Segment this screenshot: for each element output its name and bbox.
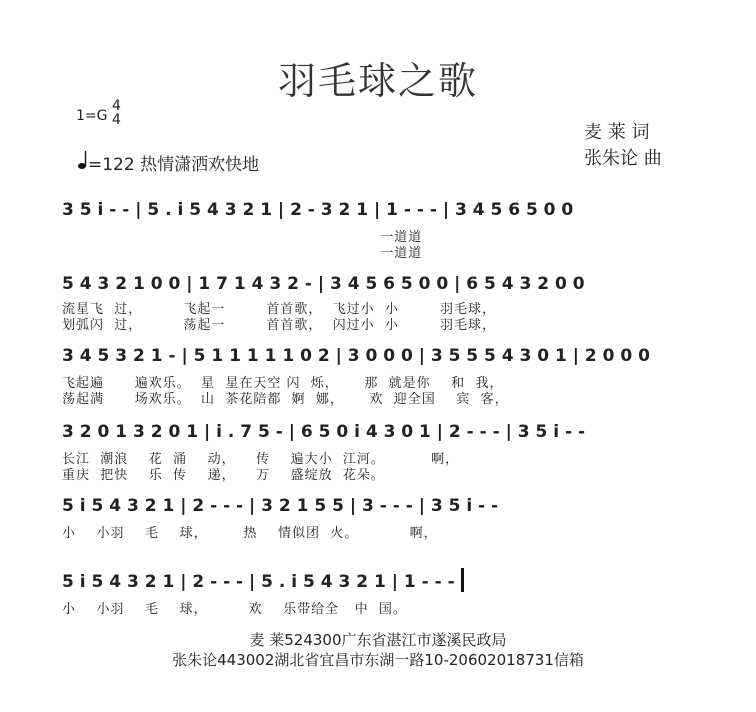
lyric-line: 一道道 <box>62 230 423 245</box>
staff-notes: 5 i 5 4 3 2 1 <box>62 496 175 516</box>
lyric-line: 重庆 把快 乐 传 递， 万 盛绽放 花朵。 <box>62 468 385 483</box>
footer-line: 张朱论443002湖北省宜昌市东湖一路10-20602018731信箱 <box>172 651 584 669</box>
lyric-line: 荡起满 场欢乐。 山 茶花陪都 婀 娜， 欢 迎全国 宾 客， <box>62 392 509 407</box>
lyric-line: 飞起遍 遍欢乐。 星 星在天空 闪 烁， 那 就是你 和 我， <box>62 376 504 391</box>
staff-notes: | 2 - - - | 3 2 1 5 5 | 3 - - - | 3 5 i - - <box>180 496 499 516</box>
quarter-note-icon <box>78 150 88 175</box>
staff-notes: | i . 7 5 - | 6 5 0 i 4 3 0 1 | 2 - - - | 3 5 i - - <box>203 422 585 442</box>
staff-row-3 <box>62 342 686 366</box>
lyric-line: 小 小羽 毛 球， 欢 乐带给全 中 国。 <box>62 602 407 617</box>
staff-notes: | 5 1 1 1 1 1 0 2 | 3 0 0 0 | 3 5 5 5 4 3 0 1 | 2 0 0 0 <box>181 346 650 366</box>
staff-notes: 3 5 i - - <box>62 200 130 220</box>
staff-notes: 5 4 3 2 1 0 0 <box>62 274 181 294</box>
time-signature <box>112 99 121 127</box>
lyricist-credit: 麦 莱 词 <box>584 122 650 143</box>
staff-notes: 3 4 5 3 2 1 - <box>62 346 176 366</box>
staff-row-5 <box>62 492 686 516</box>
staff-notes: | 5 . i 5 4 3 2 1 | 2 - 3 2 1 | 1 - - - | 3 4 5 6 5 0 0 <box>135 200 574 220</box>
staff-notes: | 1 7 1 4 3 2 - | 3 4 5 6 5 0 0 | 6 5 4 3 2 0 0 <box>186 274 585 294</box>
tempo-marking <box>78 150 259 175</box>
time-signature-top: 4 <box>112 98 121 114</box>
song-title: 羽毛球之歌 <box>277 59 478 103</box>
key-signature: 1=G <box>76 108 108 124</box>
time-signature-bottom: 4 <box>112 112 121 128</box>
contact-footer <box>0 630 756 670</box>
footer-line: 麦 莱524300广东省湛江市遂溪民政局 <box>249 631 507 649</box>
tempo-text: =122 热情潇洒欢快地 <box>88 155 260 175</box>
final-barline <box>461 568 464 592</box>
composer-credit: 张朱论 曲 <box>584 148 662 169</box>
staff-row-4 <box>62 418 686 442</box>
lyric-line: 流星飞 过， 飞起一 首首歌， 飞过小 小 羽毛球， <box>62 302 496 317</box>
staff-row-2 <box>62 270 686 294</box>
lyric-line: 长江 潮浪 花 涌 动， 传 遍大小 江河。 啊， <box>62 452 460 467</box>
staff-notes: 5 i 5 4 3 2 1 <box>62 572 175 592</box>
credits <box>584 120 662 172</box>
staff-row-6 <box>62 568 686 592</box>
lyric-line: 划弧闪 过， 荡起一 首首歌， 闪过小 小 羽毛球， <box>62 318 496 333</box>
staff-row-1 <box>62 196 686 220</box>
lyric-line: 一道道 <box>62 246 423 261</box>
staff-notes: 3 2 0 1 3 2 0 1 <box>62 422 199 442</box>
staff-notes: | 2 - - - | 5 . i 5 4 3 2 1 | 1 - - - <box>180 572 455 592</box>
lyric-line: 小 小羽 毛 球， 热 情似团 火。 啊， <box>62 526 438 541</box>
